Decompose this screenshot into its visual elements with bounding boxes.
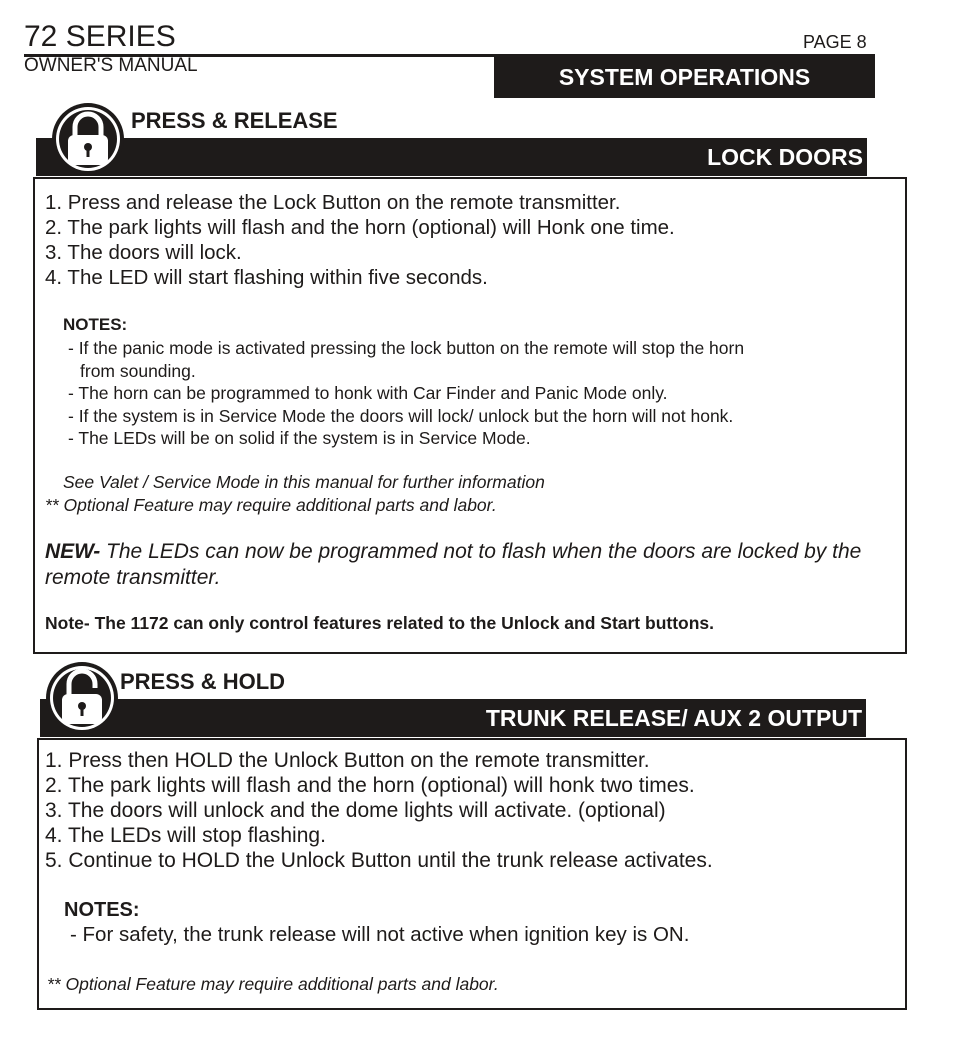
see-valet-note: See Valet / Service Mode in this manual for further information: [63, 472, 545, 492]
list-item: 5. Continue to HOLD the Unlock Button until the trunk release activates.: [45, 849, 713, 872]
trunk-optional-feature-note: ** Optional Feature may require additional parts and labor.: [47, 974, 499, 994]
note-1172: Note- The 1172 can only control features related to the Unlock and Start buttons.: [45, 613, 715, 633]
list-item: - If the system is in Service Mode the doors will lock/ unlock but the horn will not honk.: [68, 405, 734, 426]
list-item: 4. The LED will start flashing within five seconds.: [45, 266, 488, 289]
lock-steps-list: [45, 190, 675, 290]
page-number: PAGE 8: [803, 32, 867, 52]
press-release-label: PRESS & RELEASE: [131, 108, 338, 133]
padlock-open-icon: [44, 660, 120, 736]
padlock-closed-icon: [50, 101, 126, 177]
list-item: - The LEDs will be on solid if the system is in Service Mode.: [68, 428, 531, 448]
new-label: NEW-: [45, 540, 101, 563]
trunk-steps-list: [45, 748, 713, 873]
trunk-notes-title: NOTES:: [64, 899, 140, 921]
list-item: 2. The park lights will flash and the horn (optional) will Honk one time.: [45, 216, 675, 239]
list-item: 3. The doors will lock.: [45, 241, 242, 264]
trunk-release-title-bar: TRUNK RELEASE/ AUX 2 OUTPUT: [40, 699, 866, 737]
list-item: 1. Press then HOLD the Unlock Button on the remote transmitter.: [45, 749, 650, 772]
list-item: 3. The doors will unlock and the dome lights will activate. (optional): [45, 799, 666, 822]
section-title-banner: SYSTEM OPERATIONS: [494, 57, 875, 98]
list-item: 1. Press and release the Lock Button on the remote transmitter.: [45, 191, 621, 214]
list-item: 2. The park lights will flash and the horn (optional) will honk two times.: [45, 774, 695, 797]
new-feature-paragraph: [45, 539, 905, 591]
lock-notes-title: NOTES:: [63, 315, 128, 334]
optional-feature-note: ** Optional Feature may require additional parts and labor.: [45, 495, 497, 515]
new-text: The LEDs can now be programmed not to flash when the doors are locked by the remote transmitter.: [45, 540, 862, 589]
list-item: - The horn can be programmed to honk with Car Finder and Panic Mode only.: [68, 383, 668, 403]
lock-notes-list: [68, 337, 744, 450]
lock-doors-title-bar: LOCK DOORS: [36, 138, 867, 176]
list-item: 4. The LEDs will stop flashing.: [45, 824, 326, 847]
manual-label: OWNER'S MANUAL: [24, 55, 198, 76]
trunk-note-line: - For safety, the trunk release will not active when ignition key is ON.: [70, 923, 690, 946]
list-item: - If the panic mode is activated pressing the lock button on the remote will stop the horn from sounding.: [68, 338, 745, 381]
press-hold-label: PRESS & HOLD: [120, 669, 286, 694]
series-title: 72 SERIES: [24, 20, 176, 53]
